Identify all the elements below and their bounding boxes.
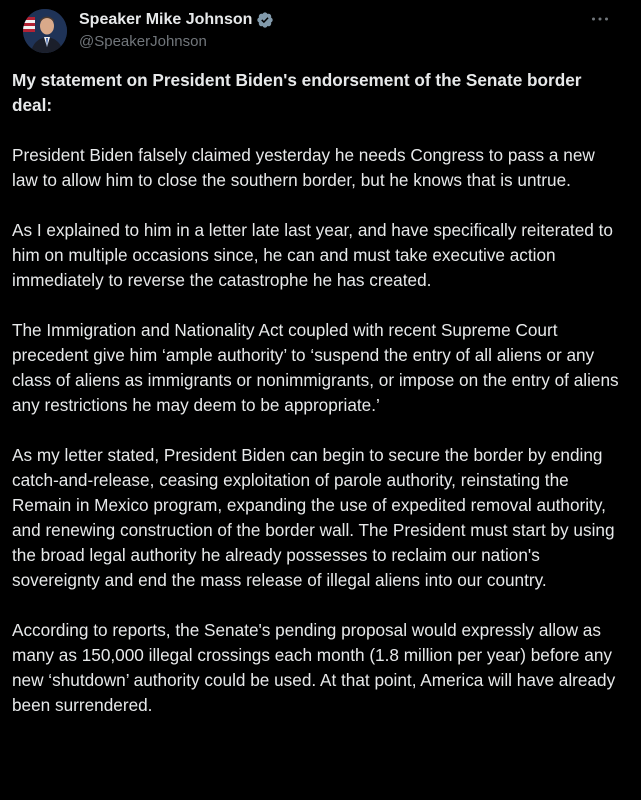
- post-paragraph: The Immigration and Nationality Act coupled with recent Supreme Court precedent give him ‘ample authority’ to ‘suspend the entry of all aliens or any class of aliens as immigrants or nonimmigrants, or impose on the entry of aliens any restrictions he may deem to be appropriate.’: [12, 320, 619, 415]
- tweet-text: [12, 68, 624, 743]
- more-horizontal-icon: [591, 16, 609, 22]
- verified-badge-icon: [256, 11, 274, 29]
- display-name[interactable]: Speaker Mike Johnson: [79, 11, 253, 28]
- post-paragraph: President Biden falsely claimed yesterday he needs Congress to pass a new law to allow him to close the southern border, but he knows that is untrue.: [12, 145, 595, 190]
- post-paragraph: As I explained to him in a letter late last year, and have specifically reiterated to him on multiple occasions since, he can and must take executive action immediately to reverse the catastrophe he has created.: [12, 220, 613, 290]
- name-row: [79, 10, 274, 30]
- tweet-header: [12, 0, 629, 64]
- more-button[interactable]: [588, 10, 612, 28]
- avatar-image: [23, 9, 67, 53]
- handle[interactable]: @SpeakerJohnson: [79, 33, 207, 50]
- post-paragraph: My statement on President Biden's endorsement of the Senate border deal:: [12, 70, 582, 115]
- avatar[interactable]: [23, 9, 67, 53]
- post-paragraph: As my letter stated, President Biden can begin to secure the border by ending catch-and-release, ceasing exploitation of parole authority, reinstating the Remain in Mexico program, expanding the use of expedited removal authority, and renewing construction of the border wall. The President must start by using the broad legal authority he already possesses to reclaim our nation's sovereignty and end the mass release of illegal aliens into our country.: [12, 445, 615, 590]
- post-paragraph: According to reports, the Senate's pending proposal would expressly allow as many as 150,000 illegal crossings each month (1.8 million per year) before any new ‘shutdown’ authority could be used. At that point, America will have already been surrendered.: [12, 620, 616, 715]
